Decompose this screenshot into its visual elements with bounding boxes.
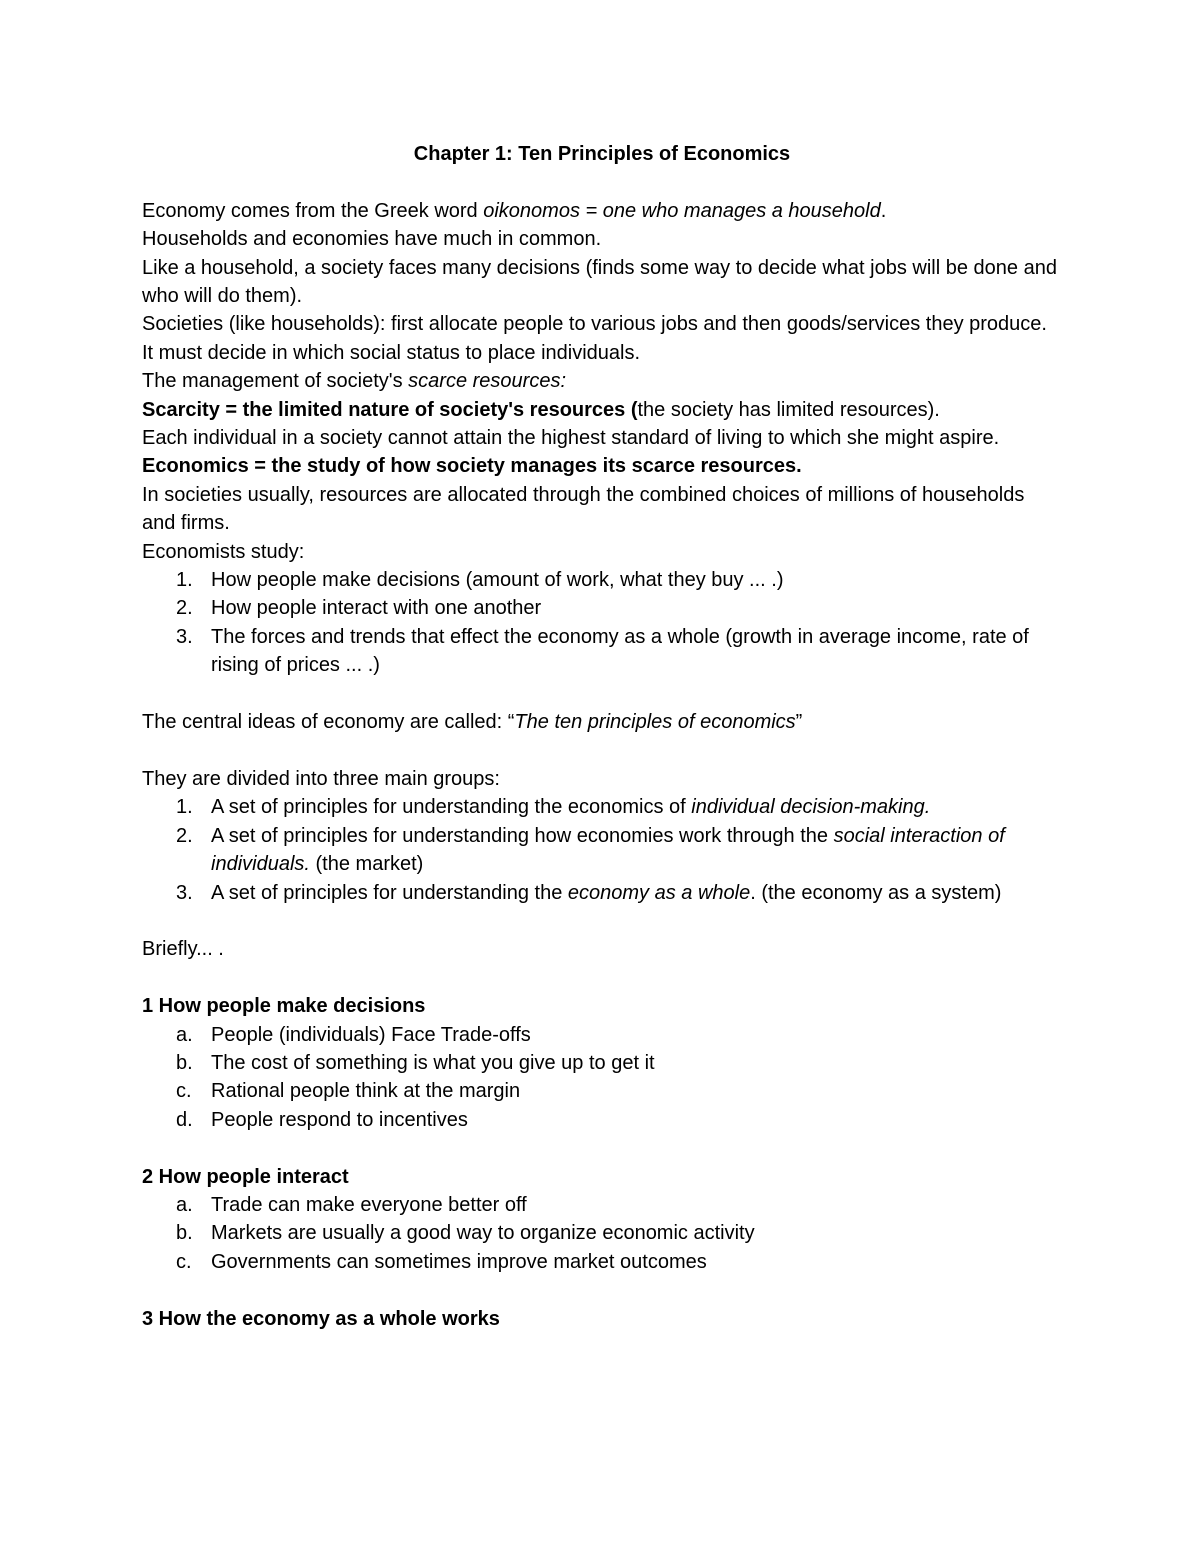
paragraph-economics-definition: Economics = the study of how society manages its scarce resources. [142, 455, 802, 478]
list-item: 1. A set of principles for understanding the economics of individual decision-making. [176, 796, 931, 819]
section-heading-economy: 3 How the economy as a whole works [142, 1307, 500, 1330]
page-title: Chapter 1: Ten Principles of Economics [413, 143, 791, 165]
paragraph-briefly: Briefly... . [142, 938, 224, 961]
groups-list [142, 793, 1062, 907]
spacer [142, 736, 1062, 764]
spacer [142, 680, 1062, 708]
spacer [142, 964, 1062, 992]
paragraph-management: The management of society's scarce resources: [142, 370, 567, 393]
list-item: c. Rational people think at the margin [176, 1080, 521, 1103]
list-item: 2. How people interact with one another [176, 597, 542, 620]
interact-list [142, 1191, 1062, 1276]
spacer [142, 1276, 1062, 1304]
paragraph-individual: Each individual in a society cannot attain the highest standard of living to which she might aspire. [142, 427, 1000, 450]
section-heading-interact: 2 How people interact [142, 1165, 349, 1188]
paragraph-societies: Societies (like households): first allocate people to various jobs and then goods/services they produce. It must decide in which social status to place individuals. [142, 313, 1047, 364]
paragraph-central-ideas: The central ideas of economy are called: “The ten principles of economics” [142, 711, 803, 734]
list-item: b. Markets are usually a good way to organize economic activity [176, 1222, 755, 1245]
list-item: 2. A set of principles for understanding how economies work through the social interaction of individuals. (the market) [176, 824, 1005, 876]
paragraph-households: Households and economies have much in common. [142, 228, 602, 251]
study-list [142, 566, 1062, 680]
list-item: 1. How people make decisions (amount of work, what they buy ... .) [176, 569, 784, 592]
document-page [142, 140, 1062, 1333]
spacer [142, 168, 1062, 196]
paragraph-scarcity: Scarcity = the limited nature of society's resources (the society has limited resources). [142, 398, 940, 421]
paragraph-allocation: In societies usually, resources are allocated through the combined choices of millions of households and firms. [142, 483, 1025, 535]
spacer [142, 907, 1062, 935]
list-item: c. Governments can sometimes improve market outcomes [176, 1250, 707, 1273]
decisions-list [142, 1021, 1062, 1135]
section-heading-decisions: 1 How people make decisions [142, 995, 426, 1018]
list-item: a. People (individuals) Face Trade-offs [176, 1023, 531, 1046]
paragraph-decisions: Like a household, a society faces many decisions (finds some way to decide what jobs will be done and who will do them). [142, 256, 1057, 307]
list-item: 3. The forces and trends that effect the economy as a whole (growth in average income, rate of rising of prices ... .) [176, 625, 1029, 677]
list-item: 3. A set of principles for understanding the economy as a whole. (the economy as a system) [176, 881, 1002, 904]
list-item: d. People respond to incentives [176, 1108, 468, 1131]
spacer [142, 1134, 1062, 1162]
list-item: b. The cost of something is what you give up to get it [176, 1051, 655, 1074]
paragraph-etymology: Economy comes from the Greek word oikonomos = one who manages a household. [142, 199, 887, 222]
list-item: a. Trade can make everyone better off [176, 1193, 527, 1216]
paragraph-groups-intro: They are divided into three main groups: [142, 767, 500, 790]
paragraph-economists-study: Economists study: [142, 540, 305, 563]
